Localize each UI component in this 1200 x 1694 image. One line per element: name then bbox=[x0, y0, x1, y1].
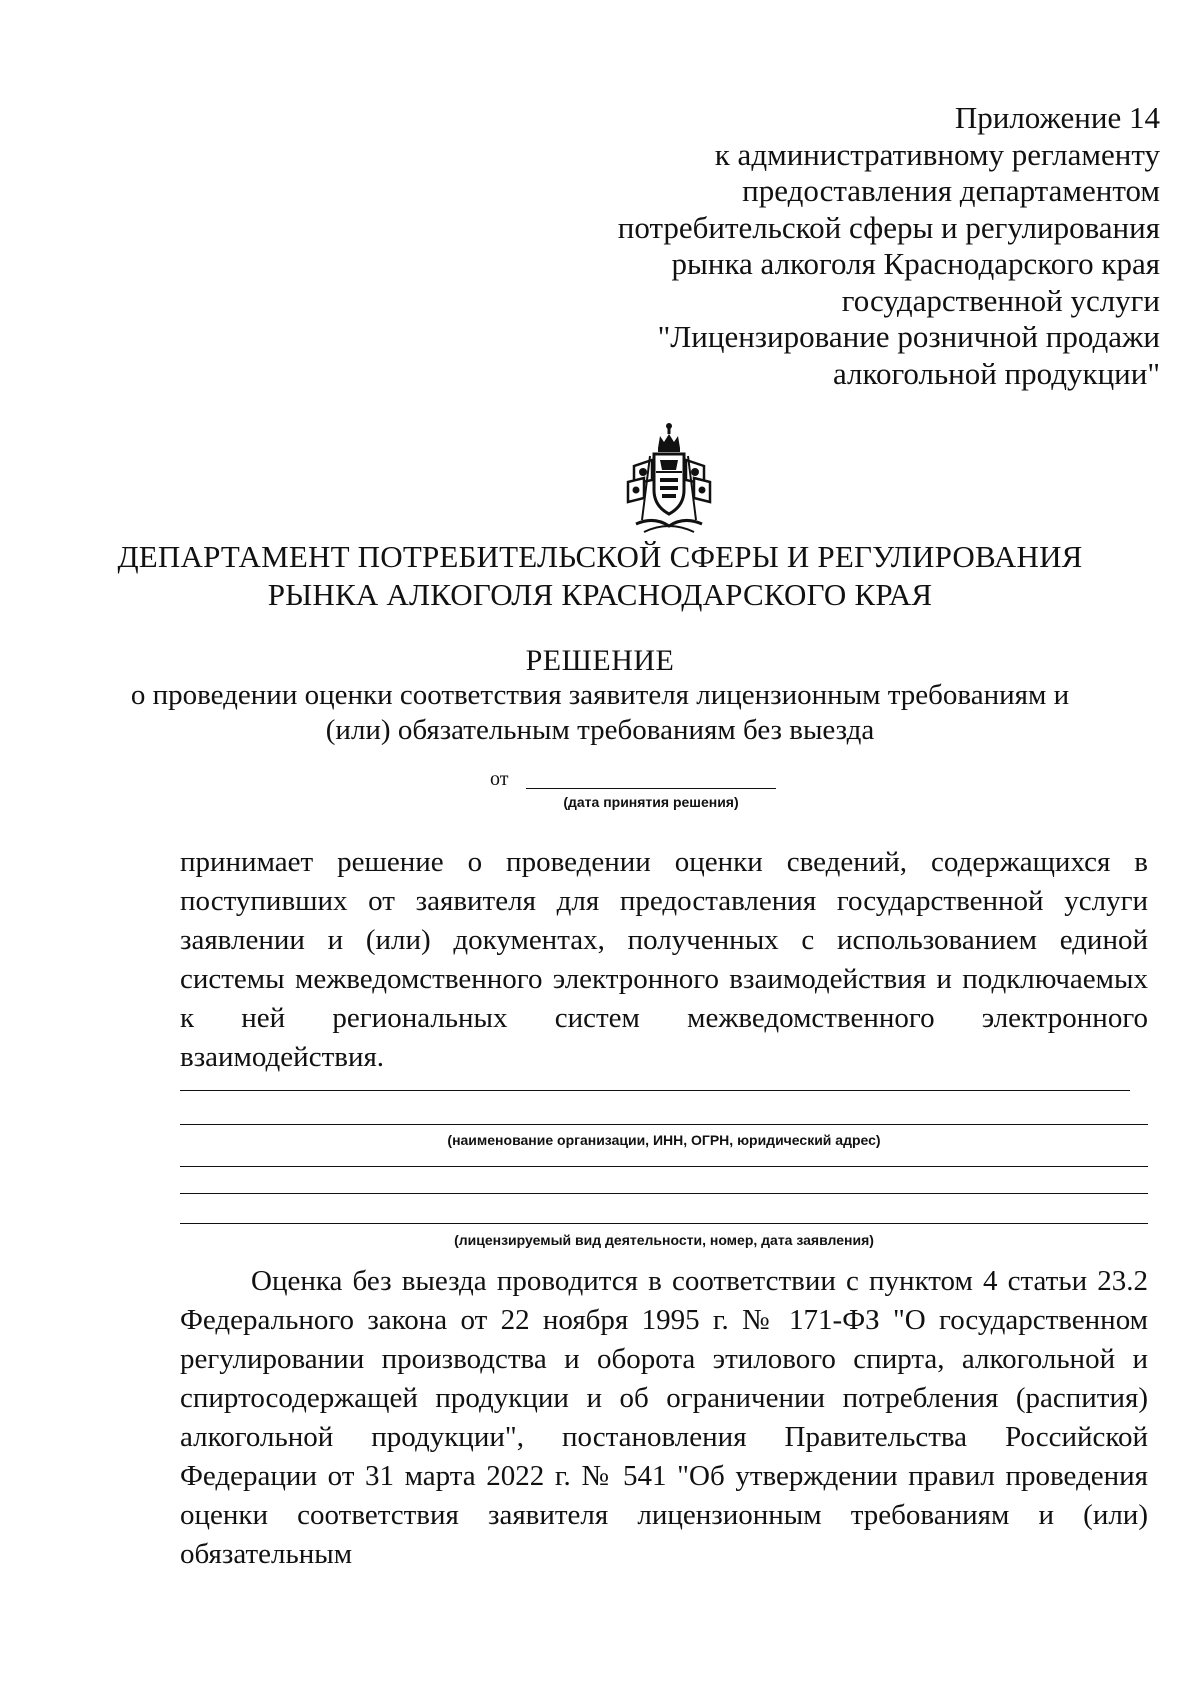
decision-subtitle-line-2: (или) обязательным требованиям без выезда bbox=[325, 714, 875, 746]
org-caption: (наименование организации, ИНН, ОГРН, юридический адрес) bbox=[447, 1132, 881, 1148]
activity-fill-line bbox=[180, 1223, 1148, 1224]
activity-fill-line bbox=[180, 1193, 1148, 1194]
legal-basis-paragraph: Оценка без выезда проводится в соответствии с пунктом 4 статьи 23.2 Федерального закона от 22 ноября 1995 г. № 171-ФЗ "О государственном регулировании производства и оборота этилового спирта, алкогольной и спиртосодержащей продукции и об ограничении потребления (распития) алкогольной продукции", постановления Правительства Российской Федерации от 31 марта 2022 г. № 541 "Об утверждении правил проведения оценки соответствия заявителя лицензионным требованиям и (или) обязательным bbox=[180, 1265, 1148, 1570]
department-line-2: РЫНКА АЛКОГОЛЯ КРАСНОДАРСКОГО КРАЯ bbox=[267, 577, 933, 612]
activity-fill-line bbox=[180, 1166, 1148, 1167]
appendix-line: государственной услуги bbox=[841, 282, 1160, 318]
appendix-line: рынка алкоголя Краснодарского края bbox=[671, 246, 1160, 281]
appendix-line: Приложение 14 bbox=[954, 100, 1160, 135]
appendix-line: потребительской сферы и регулирования bbox=[617, 209, 1160, 245]
appendix-line: алкогольной продукции" bbox=[832, 355, 1160, 391]
activity-caption: (лицензируемый вид деятельности, номер, дата заявления) bbox=[454, 1232, 874, 1248]
decision-heading bbox=[0, 643, 1200, 748]
coat-of-arms-icon bbox=[614, 420, 724, 538]
appendix-header bbox=[460, 100, 1160, 392]
date-fill-line bbox=[526, 788, 776, 789]
decision-date-field bbox=[480, 768, 810, 828]
appendix-line: к административному регламенту bbox=[714, 136, 1160, 172]
appendix-line: предоставления департаментом bbox=[742, 173, 1160, 208]
date-caption: (дата принятия решения) bbox=[563, 794, 739, 810]
decision-title: РЕШЕНИЕ bbox=[525, 644, 675, 677]
org-fill-line bbox=[180, 1124, 1148, 1125]
decision-subtitle-line-1: о проведении оценки соответствия заявителя лицензионным требованиям и bbox=[130, 679, 1070, 711]
date-prefix: от bbox=[490, 768, 509, 790]
org-fill-line bbox=[180, 1090, 1130, 1091]
department-name bbox=[0, 538, 1200, 614]
decision-body-paragraph: принимает решение о проведении оценки сведений, содержащихся в поступивших от заявителя для предоставления государственной услуги заявлении и (или) документах, полученных с использованием единой системы межведомственного электронного взаимодействия и подключаемых к ней региональных систем межведомственного электронного взаимодействия. bbox=[180, 846, 1148, 1073]
appendix-line: "Лицензирование розничной продажи bbox=[657, 319, 1160, 354]
department-line-1: ДЕПАРТАМЕНТ ПОТРЕБИТЕЛЬСКОЙ СФЕРЫ И РЕГУЛИРОВАНИЯ bbox=[117, 539, 1083, 574]
